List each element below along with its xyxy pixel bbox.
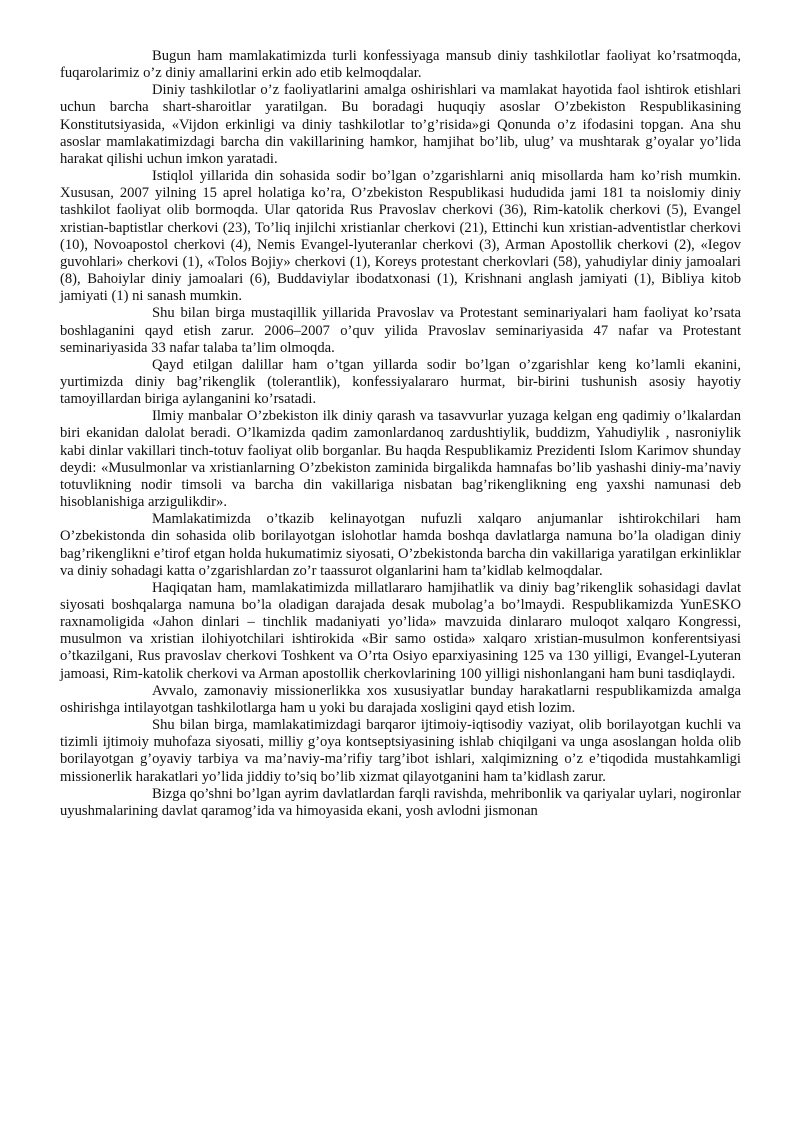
paragraph-11: Bizga qo’shni bo’lgan ayrim davlatlardan farqli ravishda, mehribonlik va qariyalar uylari, nogironlar uyushmalarining davlat qaramog’ida va himoyasida ekani, yosh avlodni jismonan xyxy=(60,785,741,819)
paragraph-4: Shu bilan birga mustaqillik yillarida Pravoslav va Protestant seminariyalari ham faoliyat ko’rsata boshlaganini qayd etish zarur. 2006–2007 o’quv yilida Pravoslav seminariyasida 47 nafar va Protestant seminariyasida 33 nafar talaba ta’lim olmoqda. xyxy=(60,305,741,356)
paragraph-3: Istiqlol yillarida din sohasida sodir bo’lgan o’zgarishlarni aniq misollarda ham ko’rish mumkin. Xususan, 2007 yilning 15 aprel holatiga ko’ra, O’zbekiston Respublikasi hududida jami 181 ta noislomiy diniy tashkilot faoliyat olib bormoqda. Ular qatorida Rus Pravoslav cherkovi (36), Rim-katolik cherkovi (5), Evangel xristian-baptistlar cherkovi (23), To’liq injilchi xristianlar cherkovi (21), Ettinchi kun xristian-adventistlar cherkovi (10), Novoapostol cherkovi (4), Nemis Evangel-lyuteranlar cherkovi (3), Arman Apostollik cherkovi (2), «Iegov guvohlari» cherkovi (1), «Tolos Bojiy» cherkovi (1), Koreys protestant cherkovlari (58), yahudiylar diniy jamoalari (8), Bahoiylar diniy jamoalari (6), Buddaviylar ibodatxonasi (1), Krishnani anglash jamiyati (1), Bibliya kitob jamiyati (1) ni sanash mumkin. xyxy=(60,168,741,305)
paragraph-1: Bugun ham mamlakatimizda turli konfessiyaga mansub diniy tashkilotlar faoliyat ko’rsatmoqda, fuqarolarimiz o’z diniy amallarini erkin ado etib kelmoqdalar. xyxy=(60,48,741,82)
paragraph-2: Diniy tashkilotlar o’z faoliyatlarini amalga oshirishlari va mamlakat hayotida faol ishtirok etishlari uchun barcha shart-sharoitlar yaratilgan. Bu boradagi huquqiy asoslar O’zbekiston Respublikasining Konstitutsiyasida, «Vijdon erkinligi va diniy tashkilotlar to’g’risida»gi Qonunda o’z ifodasini topgan. Ana shu asoslar mamlakatimizdagi barcha din vakillarining hamkor, hamjihat bo’lib, ulug’ va mushtarak g’oyalar yo’lida harakat qilishi uchun imkon yaratadi. xyxy=(60,82,741,167)
paragraph-7: Mamlakatimizda o’tkazib kelinayotgan nufuzli xalqaro anjumanlar ishtirokchilari ham O’zbekistonda din sohasida olib borilayotgan islohotlar hamda boshqa davlatlarga namuna bo’la oladigan diniy bag’rikenglikni e’tirof etgan holda hukumatimiz siyosati, O’zbekistonda barcha din vakillariga yaratilgan erkinliklar va diniy sohadagi katta o’zgarishlardan zo’r taassurot olganlarini ham ta’kidlab kelmoqdalar. xyxy=(60,511,741,579)
paragraph-9: Avvalo, zamonaviy missionerlikka xos xususiyatlar bunday harakatlarni respublikamizda amalga oshirishga intilayotgan tashkilotlarga ham u yoki bu darajada xosligini qayd etish lozim. xyxy=(60,682,741,716)
document-page xyxy=(60,48,741,820)
paragraph-10: Shu bilan birga, mamlakatimizdagi barqaror ijtimoiy-iqtisodiy vaziyat, olib borilayotgan kuchli va tizimli ijtimoiy muhofaza siyosati, milliy g’oya kontseptsiyasining ishlab chiqilgani va unga asoslangan holda olib borilayotgan g’oyaviy tarbiya va ma’naviy-ma’rifiy targ’ibot ishlari, xalqimizning o’z e’tiqodida mustahkamligi missionerlik harakatlari yo’lida jiddiy to’siq bo’lib xizmat qilayotganini ham ta’kidlash zarur. xyxy=(60,717,741,785)
paragraph-5: Qayd etilgan dalillar ham o’tgan yillarda sodir bo’lgan o’zgarishlar keng ko’lamli ekanini, yurtimizda diniy bag’rikenglik (tolerantlik), konfessiyalararo hurmat, bir-birini tushunish asosiy hayotiy tamoyillardan biriga aylanganini ko’rsatadi. xyxy=(60,356,741,408)
paragraph-6: Ilmiy manbalar O’zbekiston ilk diniy qarash va tasavvurlar yuzaga kelgan eng qadimiy o’lkalardan biri ekanidan dalolat beradi. O’lkamizda qadim zamonlardanoq zardushtiylik, buddizm, Yahudiylik , nasroniylik kabi dinlar vakillari tinch-totuv faoliyat olib borganlar. Bu haqda Respublikamiz Prezidenti Islom Karimov shunday deydi: «Musulmonlar va xristianlarning O’zbekiston zaminida birgalikda hamnafas bo’lib yashashi diniy-ma’naviy totuvlikning nodir timsoli va barcha din vakillariga nisbatan bag’rikenglikning eng yaxshi namunasi deb hisoblanishiga arzigulikdir». xyxy=(60,408,741,511)
paragraph-8: Haqiqatan ham, mamlakatimizda millatlararo hamjihatlik va diniy bag’rikenglik sohasidagi davlat siyosati boshqalarga namuna bo’la oladigan darajada desak mubolag’a bo’lmaydi. Respublikamizda YunESKO raxnamoligida «Jahon dinlari – tinchlik madaniyati yo’lida» mavzuida dinlararo muloqot xalqaro Kongressi, musulmon va xristian ilohiyotchilari ishtirokida «Bir samo ostida» xalqaro xristian-musulmon konferentsiyasi o’tkazilgani, Rus pravoslav cherkovi Toshkent va O’rta Osiyo eparxiyasining 125 va 130 yilligi, Evangel-Lyuteran jamoasi, Rim-katolik cherkovi va Arman apostollik cherkovlarining 100 yilligi nishonlangani ham buni tasdiqlaydi. xyxy=(60,579,741,682)
